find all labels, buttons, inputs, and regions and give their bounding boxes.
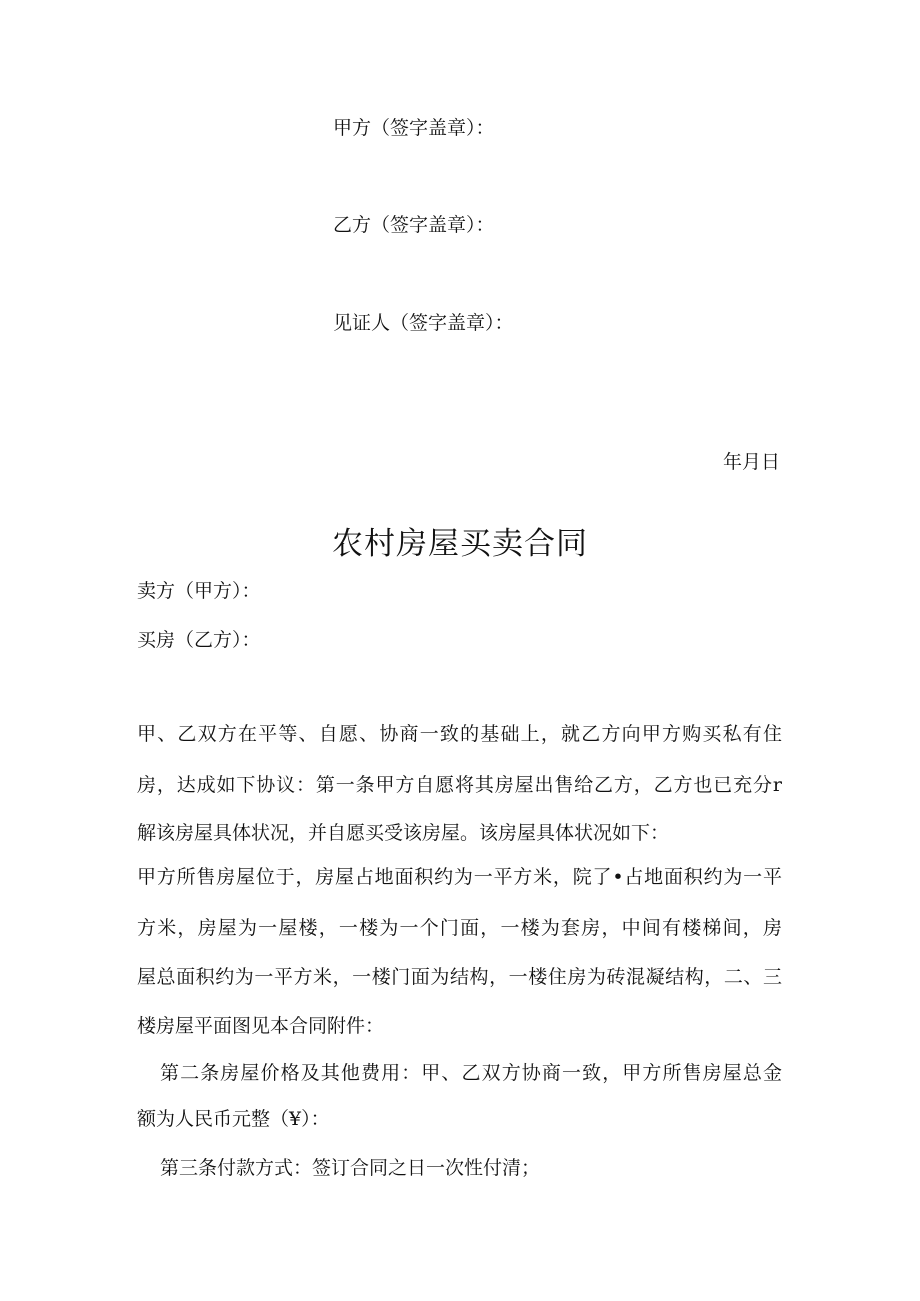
seller-line: 卖方（甲方）：: [137, 580, 261, 602]
intro-line-3: 解该房屋具体状况，并自愿买受该房屋。该房屋具体状况如下：: [137, 822, 670, 844]
property-line-3: 屋总面积约为一平方米，一楼门面为结构，一楼住房为砖混凝结构，二、三: [137, 966, 782, 988]
article2-line-1: 第二条房屋价格及其他费用：甲、乙双方协商一致，甲方所售房屋总金: [160, 1062, 782, 1084]
property-line-4: 楼房屋平面图见本合同附件：: [137, 1015, 385, 1037]
article2-line-2: 额为人民币元整（¥）：: [137, 1108, 330, 1130]
party-b-signature-line: 乙方（签字盖章）：: [333, 214, 495, 236]
intro-line-1: 甲、乙双方在平等、自愿、协商一致的基础上，就乙方向甲方购买私有住: [137, 723, 782, 745]
witness-signature-line: 见证人（签字盖章）：: [333, 312, 514, 334]
property-line-2: 方米，房屋为一屋楼，一楼为一个门面，一楼为套房，中间有楼梯间，房: [137, 917, 782, 939]
article3-line-1: 第三条付款方式：签订合同之日一次性付清；: [160, 1157, 541, 1179]
property-line-1: 甲方所售房屋位于，房屋占地面积约为一平方米，院了•占地面积约为一平: [137, 866, 782, 888]
date-line: 年月日: [723, 451, 781, 473]
party-a-signature-line: 甲方（签字盖章）：: [333, 117, 495, 139]
buyer-line: 买房（乙方）：: [137, 629, 261, 651]
intro-line-2: 房，达成如下协议：第一条甲方自愿将其房屋出售给乙方，乙方也已充分r: [137, 774, 782, 796]
contract-title: 农村房屋买卖合同: [332, 526, 588, 562]
